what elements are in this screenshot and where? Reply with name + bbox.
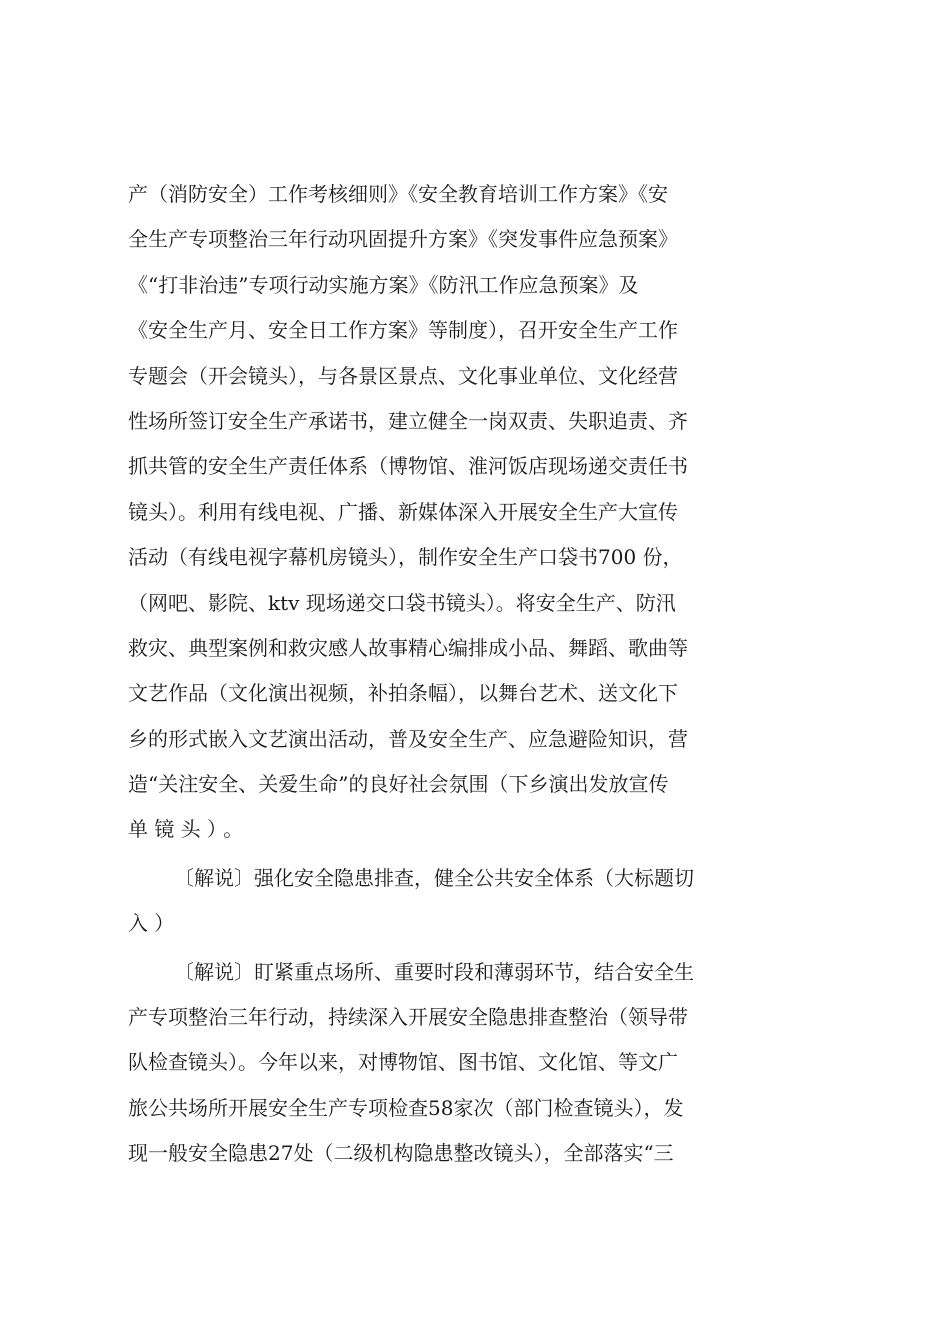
text-line: 乡的形式嵌入文艺演出活动，普及安全生产、应急避险知识，营 — [128, 726, 688, 751]
text-line: （网吧、影院、ktv 现场递交口袋书镜头）。将安全生产、防汛 — [128, 590, 676, 615]
text-line: 镜头）。利用有线电视、广播、新媒体深入开展安全生产大宣传 — [128, 499, 678, 524]
text-line: 救灾、典型案例和救灾感人故事精心编排成小品、舞蹈、歌曲等 — [128, 635, 688, 660]
text-line: 性场所签订安全生产承诺书，建立健全一岗双责、失职追责、齐 — [128, 408, 688, 433]
text-line: 专题会（开会镜头），与各景区景点、文化事业单位、文化经营 — [128, 363, 678, 388]
document-body — [128, 172, 828, 1177]
text-line: 全生产专项整治三年行动巩固提升方案》《突发事件应急预案》 — [128, 227, 678, 252]
text-line: 造“关注安全、关爱生命”的良好社会氛围（下乡演出发放宣传 — [128, 772, 669, 797]
text-line: 《安全生产月、安全日工作方案》等制度），召开安全生产工作 — [128, 318, 678, 343]
text-line: 抓共管的安全生产责任体系（博物馆、淮河饭店现场递交责任书 — [128, 454, 688, 479]
text-line: 入） — [128, 911, 181, 936]
text-line: 文艺作品（文化演出视频，补拍条幅），以舞台艺术、送文化下 — [128, 681, 678, 706]
paragraph-first-line: 〔解说〕强化安全隐患排查，健全公共安全体系（大标题切 — [174, 865, 694, 890]
text-line: 队检查镜头）。今年以来，对博物馆、图书馆、文化馆、等文广 — [128, 1050, 678, 1075]
text-line: 旅公共场所开展安全生产专项检查58家次（部门检查镜头），发 — [128, 1095, 684, 1120]
text-line: 活动（有线电视字幕机房镜头），制作安全生产口袋书700 份， — [128, 545, 683, 570]
paragraph-first-line: 〔解说〕盯紧重点场所、重要时段和薄弱环节，结合安全生 — [174, 959, 694, 984]
text-line: 单镜头）。 — [128, 817, 250, 842]
text-line: 产专项整治三年行动，持续深入开展安全隐患排查整治（领导带 — [128, 1005, 688, 1030]
text-line: 产（消防安全）工作考核细则》《安全教育培训工作方案》《安 — [128, 182, 668, 206]
text-line: 现一般安全隐患27处（二级机构隐患整改镜头），全部落实“三 — [128, 1141, 674, 1166]
text-line: 《“打非治违”专项行动实施方案》《防汛工作应急预案》及 — [128, 272, 639, 297]
